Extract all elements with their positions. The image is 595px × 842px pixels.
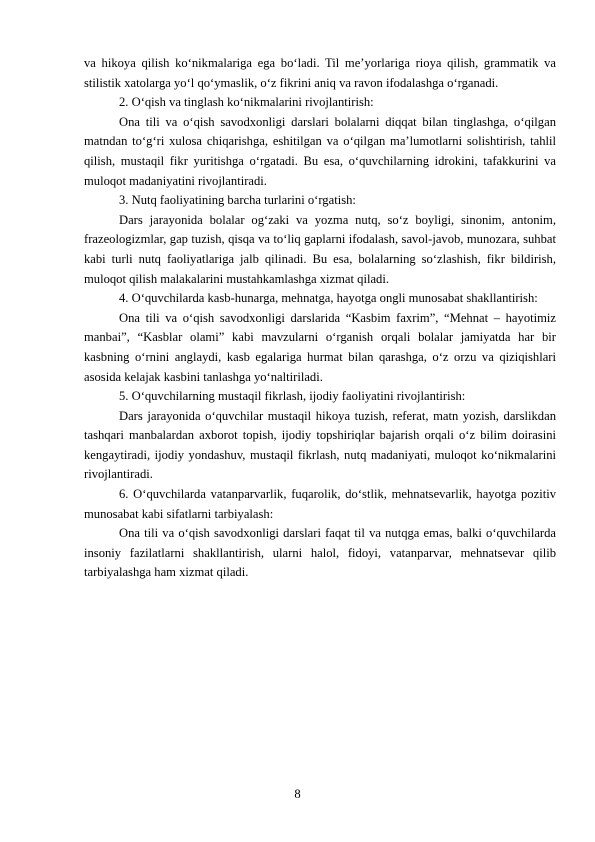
paragraph-reading-listening: Ona tili va o‘qish savodxonligi darslari bolalarni diqqat bilan tinglashga, o‘qilgan matndan to‘g‘ri xulosa chiqarishga, eshitilgan va o‘qilgan ma’lumotlarni solishtirish, tahlil qilish, mustaqil fikr yuritishga o‘rgatadi. Bu esa, o‘quvchilarning idrokini, tafakkurini va muloqot madaniyatini rivojlantiradi. (84, 114, 556, 188)
paragraph-upbringing: Ona tili va o‘qish savodxonligi darslari faqat til va nutqga emas, balki o‘quvchilarda insoniy fazilatlarni shakllantirish, ularni halol, fidoyi, vatanparvar, mehnatsevar qilib tarbiyalashga ham xizmat qiladi. (84, 526, 556, 580)
section-heading-2: 2. O‘qish va tinglash ko‘nikmalarini rivojlantirish: (119, 95, 374, 110)
paragraph-independent-thinking: Dars jarayonida o‘quvchilar mustaqil hikoya tuzish, referat, matn yozish, darslikdan tashqari manbalardan axborot topish, ijodiy topshiriqlar bajarish orqali o‘z bilim doirasini kengaytiradi, ijodiy yondashuv, mustaqil fikrlash, nutq madaniyati, muloqot ko‘nikmalarini rivojlantiradi. (84, 408, 556, 482)
section-heading-3: 3. Nutq faoliyatining barcha turlarini o‘rgatish: (119, 193, 356, 208)
section-heading-5: 5. O‘quvchilarning mustaqil fikrlash, ijodiy faoliyatini rivojlantirish: (119, 389, 466, 404)
section-heading-6: 6. O‘quvchilarda vatanparvarlik, fuqarolik, do‘stlik, mehnatsevarlik, hayotga pozitiv munosabat kabi sifatlarni tarbiyalash: (84, 487, 556, 521)
section-heading-4: 4. O‘quvchilarda kasb-hunarga, mehnatga, hayotga ongli munosabat shakllantirish: (119, 291, 538, 306)
paragraph-continuation: va hikoya qilish ko‘nikmalariga ega bo‘ladi. Til me’yorlariga rioya qilish, grammatik va stilistik xatolarga yo‘l qo‘ymaslik, o‘z fikrini aniq va ravon ifodalashga o‘rganadi. (84, 56, 556, 90)
document-body (84, 54, 556, 583)
paragraph-profession-attitude: Ona tili va o‘qish savodxonligi darslarida “Kasbim faxrim”, “Mehnat – hayotimiz manbai”, “Kasblar olami” kabi mavzularni o‘rganish orqali bolalar jamiyatda har bir kasbning o‘rnini anglaydi, kasb egalariga hurmat bilan qarashga, o‘z orzu va qiziqishlari asosida kelajak kasbini tanlashga yo‘naltiriladi. (84, 310, 556, 384)
page-number: 8 (294, 787, 301, 801)
paragraph-speech-activity: Dars jarayonida bolalar og‘zaki va yozma nutq, so‘z boyligi, sinonim, antonim, frazeologizmlar, gap tuzish, qisqa va to‘liq gaplarni ifodalash, savol-javob, munozara, suhbat kabi turli nutq faoliyatlariga jalb qilinadi. Bu esa, bolalarning so‘zlashish, fikr bildirish, muloqot qilish malakalarini mustahkamlashga xizmat qiladi. (84, 212, 556, 286)
